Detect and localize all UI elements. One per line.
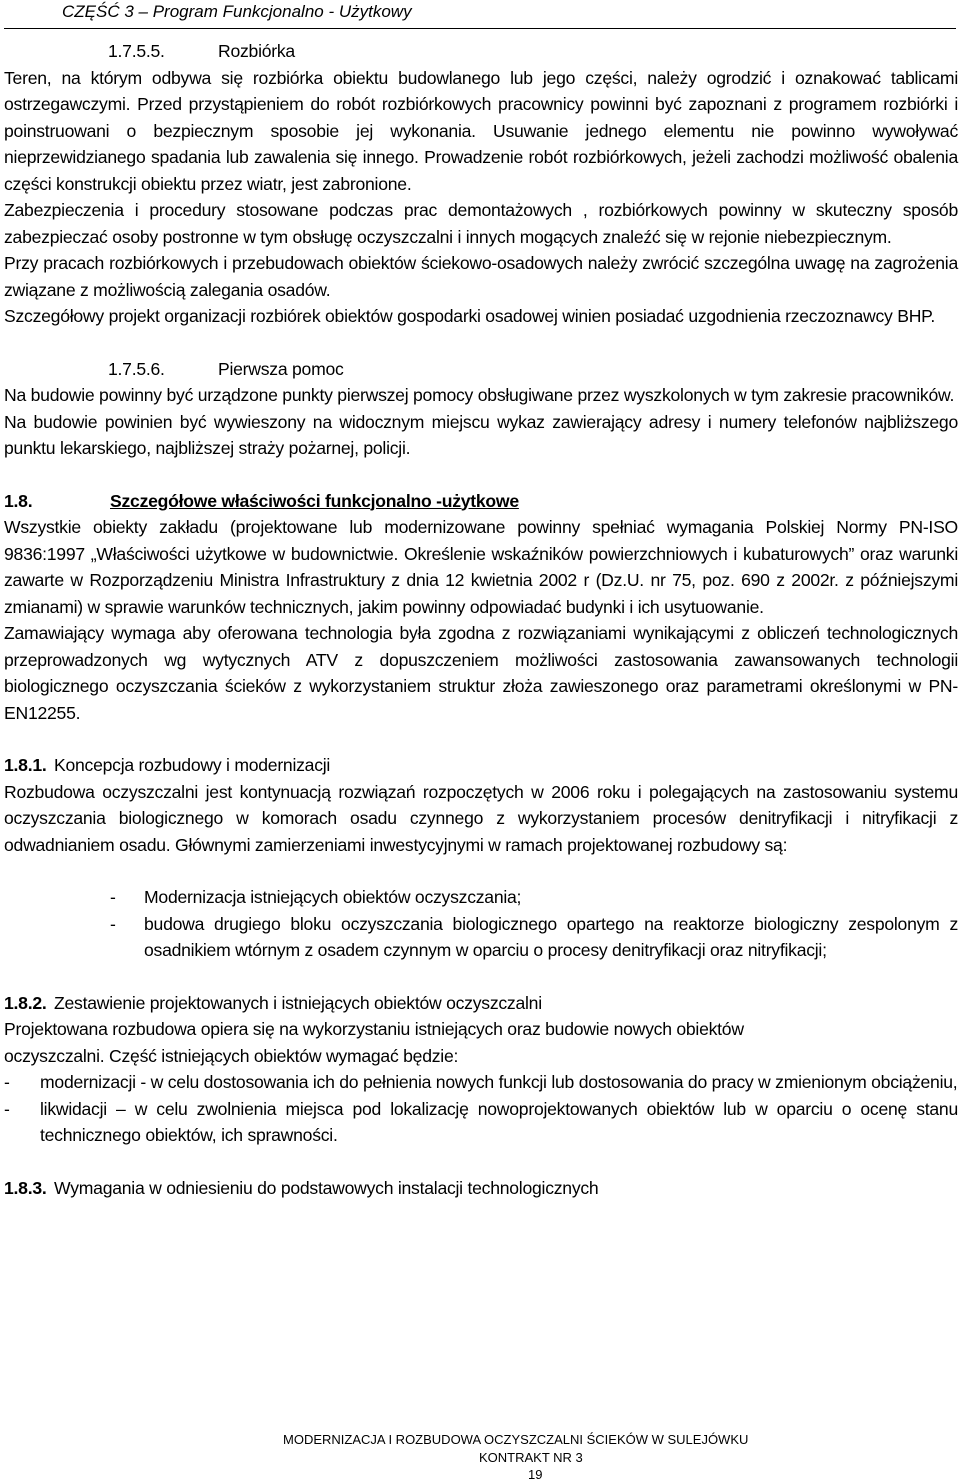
- section-number: 1.7.5.6.: [108, 358, 165, 379]
- list-dash: -: [110, 887, 116, 907]
- page-number: 19: [528, 1467, 543, 1482]
- list-item-text: modernizacji - w celu dostosowania ich do pełnienia nowych funkcji lub dostosowania do pracy w zmienionym obciążeniu,: [40, 1072, 958, 1092]
- list-item: [4, 1096, 958, 1149]
- section-1-7-5-5-heading: [4, 38, 958, 65]
- section-1-8-heading: [4, 488, 958, 515]
- list-item-text: Modernizacja istniejących obiektów oczyszczania;: [144, 887, 522, 907]
- running-header: CZĘŚĆ 3 – Program Funkcjonalno - Użytkowy: [62, 2, 412, 21]
- section-title: Pierwsza pomoc: [218, 358, 344, 379]
- paragraph: Rozbudowa oczyszczalni jest kontynuacją rozwiązań rozpoczętych w 2006 roku i polegających na zastosowaniu systemu oczyszczania biologicznego w komorach osadu czynnego z wykorzystaniem procesów denitryfikacji i nitryfikacji z odwadnianiem osadu. Głównymi zamierzeniami inwestycyjnymi w ramach projektowanej rozbudowy są:: [4, 781, 958, 855]
- section-number: 1.7.5.5.: [108, 41, 165, 61]
- paragraph: Na budowie powinien być wywieszony na widocznym miejscu wykaz zawierający adresy i numery telefonów najbliższego punktu lekarskiego, najbliższej straży pożarnej, policji.: [4, 411, 958, 458]
- section-title: Rozbiórka: [218, 41, 295, 61]
- list-item-text: likwidacji – w celu zwolnienia miejsca pod lokalizację nowoprojektowanych obiektów lub w oparciu o ocenę stanu technicznego obiektów, ich sprawności.: [40, 1098, 958, 1145]
- paragraph: Szczegółowy projekt organizacji rozbiórek obiektów gospodarki osadowej winien posiadać uzgodnienia rzeczoznawcy BHP.: [4, 306, 936, 326]
- paragraph: Przy pracach rozbiórkowych i przebudowach obiektów ściekowo-osadowych należy zwrócić szczególna uwagę na zagrożenia związane z możliwością zalegania osadów.: [4, 253, 958, 300]
- list-item: [4, 911, 958, 964]
- list-dash: -: [4, 1072, 10, 1092]
- list-item-text: budowa drugiego bloku oczyszczania biologicznego opartego na reaktorze biologiczny zespolonym z osadnikiem wtórnym z osadem czynnym w oparciu o procesy denitryfikacji oraz nitryfikacji;: [144, 913, 958, 960]
- footer-contract: KONTRAKT NR 3: [479, 1450, 583, 1465]
- paragraph-line: Projektowana rozbudowa opiera się na wykorzystaniu istniejących oraz budowie nowych obiektów: [4, 1019, 744, 1039]
- list-dash: -: [4, 1098, 10, 1119]
- section-title: Koncepcja rozbudowy i modernizacji: [54, 755, 331, 775]
- section-1-7-5-6-heading: [4, 356, 958, 383]
- section-title: Szczegółowe właściwości funkcjonalno -użytkowe: [110, 490, 519, 511]
- footer-project-title: MODERNIZACJA I ROZBUDOWA OCZYSZCZALNI ŚCIEKÓW W SULEJÓWKU: [283, 1432, 749, 1447]
- section-number: 1.8.3.: [4, 1177, 47, 1198]
- paragraph: Na budowie powinny być urządzone punkty pierwszej pomocy obsługiwane przez wyszkolonych w tym zakresie pracowników.: [4, 385, 955, 405]
- paragraph-line: oczyszczalni. Część istniejących obiektów wymagać będzie:: [4, 1045, 459, 1066]
- investment-goals-list: [4, 884, 958, 964]
- section-1-8-2-heading: [4, 990, 958, 1017]
- paragraph: Zabezpieczenia i procedury stosowane podczas prac demontażowych , rozbiórkowych powinny w skuteczny sposób zabezpieczać osoby postronne w tym obsługę oczyszczalni i innych mogących znaleźć się w rejonie niebezpiecznym.: [4, 200, 958, 247]
- document-body: [4, 38, 958, 1201]
- section-1-8-1-heading: [4, 752, 958, 779]
- list-item: [4, 1069, 958, 1096]
- section-number: 1.8.2.: [4, 992, 47, 1013]
- section-number: 1.8.: [4, 490, 33, 511]
- section-number: 1.8.1.: [4, 755, 47, 775]
- section-1-8-3-heading: [4, 1175, 958, 1202]
- section-title: Zestawienie projektowanych i istniejących obiektów oczyszczalni: [54, 992, 542, 1013]
- paragraph: Zamawiający wymaga aby oferowana technologia była zgodna z rozwiązaniami wynikającymi z obliczeń technologicznych przeprowadzonych wg wytycznych ATV z dopuszczeniem możliwości zastosowania zawansowanych technologii biologicznego oczyszczania ścieków z wykorzystaniem struktur złoża zawieszonego oraz parametrami określonymi w PN-EN12255.: [4, 623, 958, 723]
- section-title: Wymagania w odniesieniu do podstawowych instalacji technologicznych: [54, 1177, 599, 1198]
- paragraph: Teren, na którym odbywa się rozbiórka obiektu budowlanego lub jego części, należy ogrodzić i oznakować tablicami ostrzegawczymi. Przed przystąpieniem do robót rozbiórkowych pracownicy powinni być zapoznani z programem rozbiórki i poinstruowani o bezpiecznym sposobie jej wykonania. Usuwanie jednego elementu nie powinno wywoływać nieprzewidzianego spadania lub zawalenia się innego. Prowadzenie robót rozbiórkowych, jeżeli zachodzi możliwość obalenia części konstrukcji obiektu przez wiatr, jest zabronione.: [4, 67, 958, 194]
- paragraph: Wszystkie obiekty zakładu (projektowane lub modernizowane powinny spełniać wymagania Polskiej Normy PN-ISO 9836:1997 „Właściwości użytkowe w budownictwie. Określenie wskaźników powierzchniowych i kubaturowych” oraz warunki zawarte w Rozporządzeniu Ministra Infrastruktury z dnia 12 kwietnia 2002 r (Dz.U. nr 75, poz. 690 z 2002r. z późniejszymi zmianami) w sprawie warunków technicznych, jakim powinny odpowiadać budynki i ich usytuowanie.: [4, 517, 958, 617]
- header-rule: [4, 28, 956, 29]
- list-dash: -: [110, 913, 116, 934]
- existing-objects-list: [4, 1069, 958, 1149]
- list-item: [4, 884, 958, 911]
